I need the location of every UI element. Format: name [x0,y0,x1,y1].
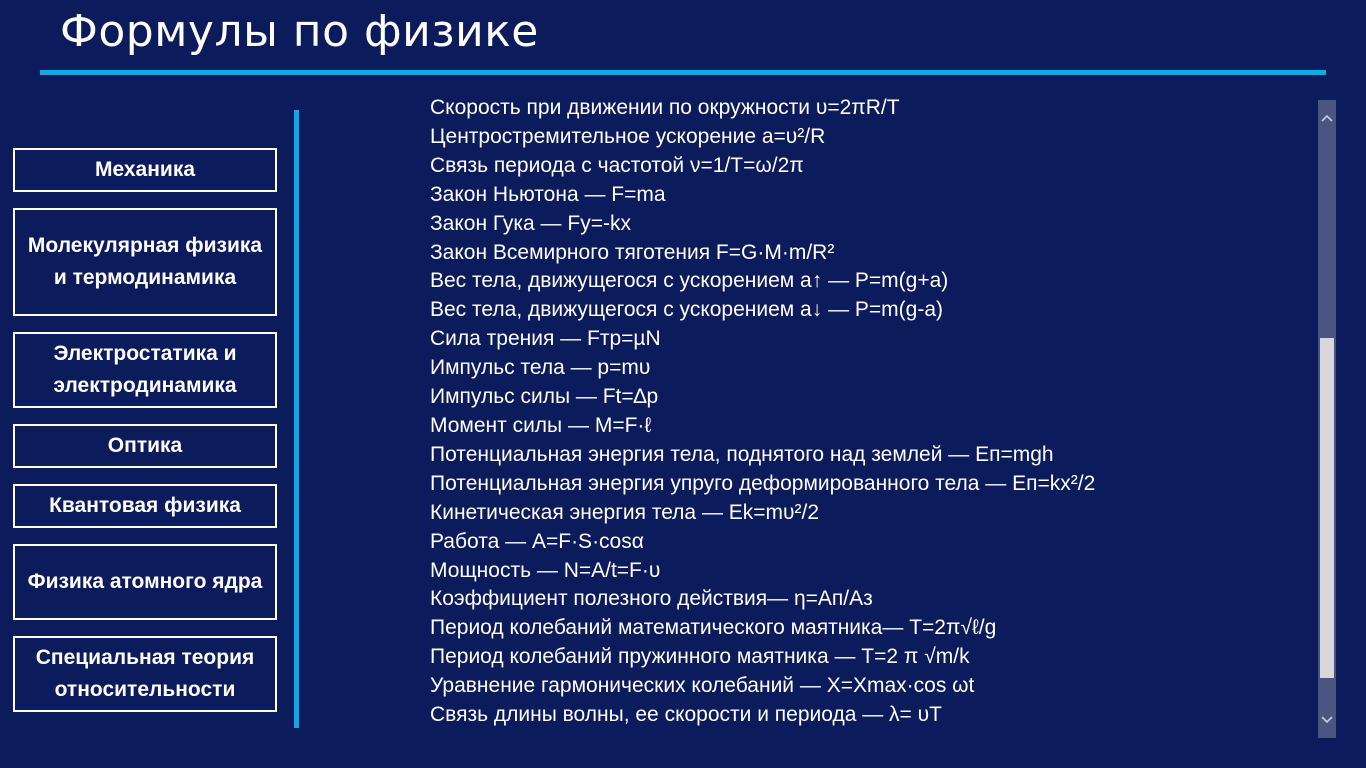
page-title: Формулы по физике [60,6,539,57]
formula-item: Вес тела, движущегося с ускорением a↑ — Р=m(g+a) [430,269,949,293]
nav-button-quantum-physics[interactable]: Квантовая физика [13,484,277,528]
formula-item: Период колебаний пружинного маятника — T=2 π √m/k [430,645,970,669]
formula-item: Момент силы — M=F·ℓ [430,413,652,437]
nav-button-optics[interactable]: Оптика [13,424,277,468]
formula-item: Период колебаний математического маятника— T=2π√ℓ/g [430,616,997,640]
formula-item: Закон Всемирного тяготения F=G·M·m/R² [430,240,835,264]
formula-item: Импульс тела — p=mυ [430,356,651,380]
nav-button-molecular-physics[interactable]: Молекулярная физика и термодинамика [13,208,277,316]
sidebar-divider [294,110,299,728]
formula-item: Вес тела, движущегося с ускорением а↓ — Р=m(g-a) [430,298,944,322]
nav-button-electrostatics[interactable]: Электростатика и электродинамика [13,332,277,408]
formula-item: Закон Гука — Fy=-kx [430,211,631,235]
formula-item: Сила трения — Fтр=µN [430,327,661,351]
chevron-down-icon[interactable] [1318,710,1336,730]
formula-list [430,94,1095,730]
nav-button-mechanics[interactable]: Механика [13,148,277,192]
nav-button-nuclear-physics[interactable]: Физика атомного ядра [13,544,277,620]
formula-item: Связь длины волны, ее скорости и периода — λ= υТ [430,703,942,727]
formula-item: Закон Ньютона — F=ma [430,182,666,206]
title-underline [40,70,1326,75]
formula-item: Потенциальная энергия тела, поднятого над землей — Eп=mgh [430,442,1054,466]
vertical-scrollbar[interactable] [1318,100,1336,738]
formula-item: Коэффициент полезного действия— η=Aп/Аз [430,587,873,611]
formula-item: Импульс силы — Ft=∆p [430,385,659,409]
chevron-up-icon[interactable] [1318,108,1336,128]
formula-item: Скорость при движении по окружности υ=2πR/T [430,96,900,119]
formula-item: Потенциальная энергия упруго деформированного тела — Eп=kx²/2 [430,471,1096,495]
formula-item: Уравнение гармонических колебаний — Х=Хmax·cos ωt [430,674,975,698]
formula-item: Центростремительное ускорение a=υ²/R [430,124,826,148]
formula-item: Работа — A=F·S·cosα [430,529,644,553]
formula-item: Кинетическая энергия тела — Ek=mυ²/2 [430,500,820,524]
nav-button-relativity[interactable]: Специальная теория относительности [13,636,277,712]
formula-item: Мощность — N=A/t=F·υ [430,558,661,582]
formula-item: Связь периода с частотой ν=1/T=ω/2π [430,153,804,177]
scrollbar-thumb[interactable] [1320,338,1334,678]
